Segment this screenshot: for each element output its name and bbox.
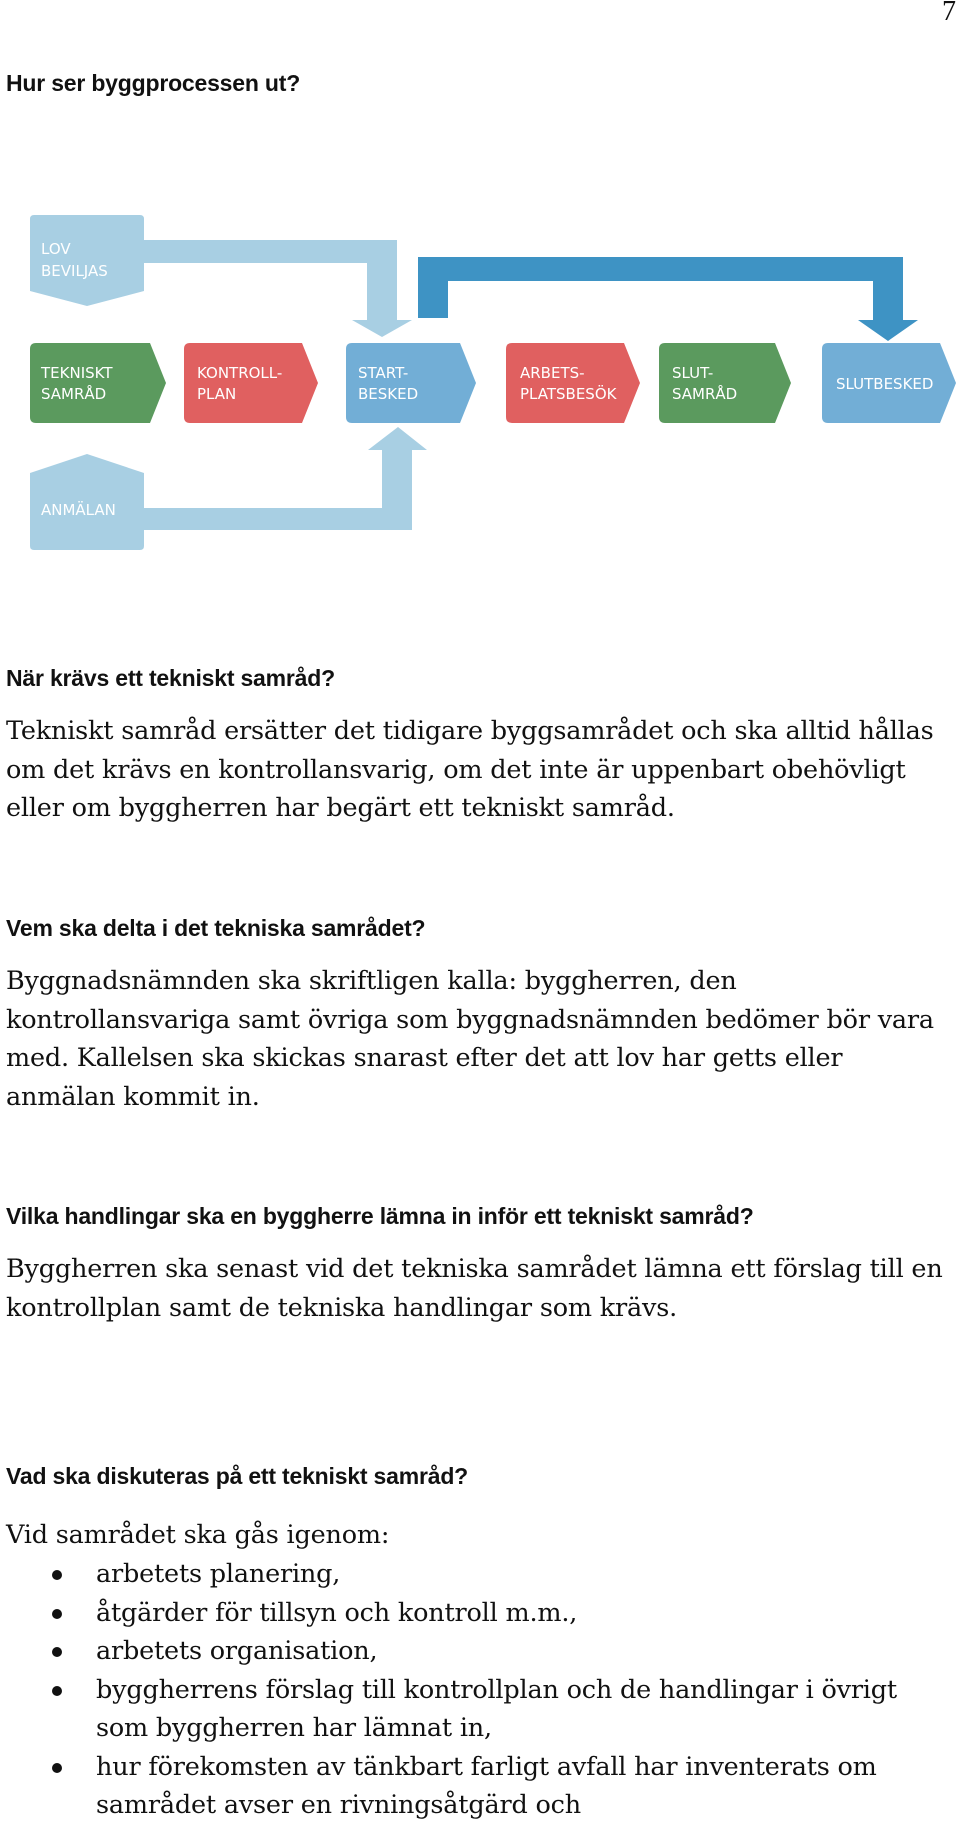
box-tekniskt-samrad [30,343,166,423]
para-vad-ska-diskuteras-intro: Vid samrådet ska gås igenom: [6,1520,390,1550]
list-item: arbetets planering, [96,1555,946,1594]
svg-text:SLUT-SAMRÅD: SLUT-SAMRÅD [672,364,738,403]
heading-vilka-handlingar: Vilka handlingar ska en byggherre lämna in inför ett tekniskt samråd? [6,1203,754,1229]
svg-text:ARBETS-PLATSBESÖK: ARBETS-PLATSBESÖK [520,364,617,403]
para-vilka-handlingar: Byggherren ska senast vid det tekniska samrådet lämna ett förslag till en kontrollplan samt de tekniska handlingar som krävs. [6,1254,943,1323]
para-vem-ska-delta: Byggnadsnämnden ska skriftligen kalla: byggherren, den kontrollansvariga samt övriga som byggnadsnämnden bedömer bör vara med. Kallelsen ska skickas snarast efter det att lov har getts eller anmälan kommit in. [6,966,934,1112]
connector-lov-to-startbesked [140,240,412,337]
list-item: hur förekomsten av tänkbart farligt avfall har inventerats om samrådet avser en rivningsåtgärd och [96,1748,946,1825]
heading-vem-ska-delta: Vem ska delta i det tekniska samrådet? [6,915,426,941]
page-number: 7 [942,0,956,27]
heading-byggprocessen: Hur ser byggprocessen ut? [6,70,301,96]
box-arbetsplatsbesok [506,343,640,423]
svg-text:TEKNISKTSAMRÅD: TEKNISKT SAMRÅD [41,364,113,403]
para-nar-kravs: Tekniskt samråd ersätter det tidigare byggsamrådet och ska alltid hållas om det krävs en kontrollansvarig, om det inte är uppenbart obehövligt eller om byggherren har begärt ett tekniskt samråd. [6,716,934,823]
svg-text:ANMÄLAN: ANMÄLAN [41,501,116,519]
box-startbesked [346,343,476,423]
byggprocess-diagram [0,105,960,565]
svg-text:KONTROLL-PLAN: KONTROLL-PLAN [197,364,283,403]
box-kontrollplan [184,343,318,423]
svg-text:SLUTBESKED: SLUTBESKED [836,375,934,393]
svg-text:START-BESKED: START-BESKED [358,364,419,403]
heading-nar-kravs: När krävs ett tekniskt samråd? [6,665,335,691]
box-lov-beviljas [30,215,144,306]
connector-startbesked-to-slutbesked [418,257,918,341]
heading-vad-ska-diskuteras: Vad ska diskuteras på ett tekniskt samråd? [6,1463,469,1489]
box-slutsamrad [659,343,791,423]
svg-text:LOVBEVILJAS: LOV BEVILJAS [41,240,108,280]
connector-anmalan-to-startbesked [140,427,427,530]
list-item: byggherrens förslag till kontrollplan och de handlingar i övrigt som byggherren har lämnat in, [96,1671,946,1748]
discussion-list [96,1555,946,1825]
list-item: åtgärder för tillsyn och kontroll m.m., [96,1594,946,1633]
list-item: arbetets organisation, [96,1632,946,1671]
